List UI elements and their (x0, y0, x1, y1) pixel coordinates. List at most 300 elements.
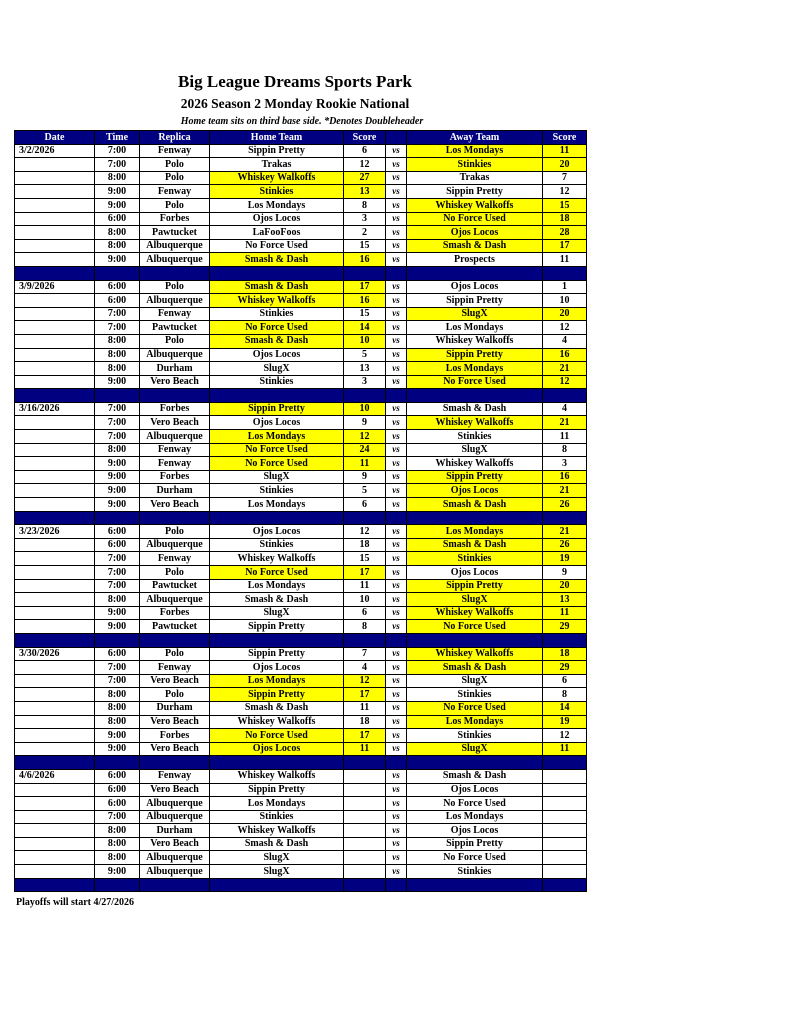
table-row (15, 729, 587, 743)
vs-label: vs (386, 362, 407, 376)
vs-label: vs (386, 647, 407, 661)
home-team: Sippin Pretty (210, 402, 344, 416)
home-score: 14 (344, 321, 386, 335)
game-replica: Albuquerque (140, 239, 210, 253)
table-row (15, 566, 587, 580)
home-team: Stinkies (210, 185, 344, 199)
away-team: Los Mondays (407, 144, 543, 158)
home-score: 12 (344, 158, 386, 172)
table-row (15, 239, 587, 253)
away-team: SlugX (407, 307, 543, 321)
separator-cell (15, 633, 95, 647)
home-team: Los Mondays (210, 498, 344, 512)
separator-cell (210, 878, 344, 892)
game-date (15, 416, 95, 430)
game-replica: Polo (140, 688, 210, 702)
game-date (15, 797, 95, 811)
game-time: 9:00 (95, 253, 140, 267)
home-score: 17 (344, 729, 386, 743)
home-team: Ojos Locos (210, 525, 344, 539)
game-date: 4/6/2026 (15, 769, 95, 783)
game-replica: Albuquerque (140, 253, 210, 267)
game-time: 8:00 (95, 443, 140, 457)
away-score: 29 (543, 620, 587, 634)
away-score: 7 (543, 171, 587, 185)
table-row (15, 198, 587, 212)
table-row (15, 824, 587, 838)
away-team: Sippin Pretty (407, 294, 543, 308)
away-score (543, 865, 587, 879)
vs-label: vs (386, 185, 407, 199)
game-time: 7:00 (95, 158, 140, 172)
game-replica: Forbes (140, 470, 210, 484)
away-score: 19 (543, 715, 587, 729)
game-time: 8:00 (95, 226, 140, 240)
away-score: 1 (543, 280, 587, 294)
home-score (344, 851, 386, 865)
home-team: No Force Used (210, 321, 344, 335)
header-time: Time (95, 131, 140, 145)
away-team: Los Mondays (407, 321, 543, 335)
away-score (543, 797, 587, 811)
game-time: 8:00 (95, 824, 140, 838)
game-replica: Pawtucket (140, 620, 210, 634)
separator-cell (344, 389, 386, 403)
home-team: Stinkies (210, 307, 344, 321)
away-team: Whiskey Walkoffs (407, 606, 543, 620)
vs-label: vs (386, 620, 407, 634)
game-date (15, 538, 95, 552)
away-team: Stinkies (407, 552, 543, 566)
table-row (15, 375, 587, 389)
table-row (15, 715, 587, 729)
home-score: 17 (344, 566, 386, 580)
away-score: 29 (543, 661, 587, 675)
game-date (15, 552, 95, 566)
separator-cell (210, 511, 344, 525)
game-time: 7:00 (95, 416, 140, 430)
game-date (15, 294, 95, 308)
vs-label: vs (386, 348, 407, 362)
game-time: 9:00 (95, 620, 140, 634)
game-replica: Durham (140, 701, 210, 715)
away-team: Los Mondays (407, 810, 543, 824)
game-date (15, 375, 95, 389)
away-team: Los Mondays (407, 525, 543, 539)
game-time: 7:00 (95, 321, 140, 335)
table-row (15, 158, 587, 172)
vs-label: vs (386, 837, 407, 851)
away-score: 11 (543, 253, 587, 267)
game-replica: Vero Beach (140, 416, 210, 430)
vs-label: vs (386, 198, 407, 212)
away-team: SlugX (407, 593, 543, 607)
home-score: 18 (344, 715, 386, 729)
game-date (15, 837, 95, 851)
away-score: 12 (543, 185, 587, 199)
separator-cell (543, 511, 587, 525)
separator-cell (15, 389, 95, 403)
game-replica: Forbes (140, 212, 210, 226)
schedule-note: Home team sits on third base side. *Denotes Doubleheader (180, 116, 424, 127)
home-score: 18 (344, 538, 386, 552)
away-team: Whiskey Walkoffs (407, 457, 543, 471)
away-team: Los Mondays (407, 715, 543, 729)
separator-cell (386, 511, 407, 525)
home-score: 11 (344, 457, 386, 471)
game-time: 8:00 (95, 851, 140, 865)
home-team: Stinkies (210, 538, 344, 552)
page-subtitle: 2026 Season 2 Monday Rookie National (180, 96, 410, 111)
home-score: 5 (344, 348, 386, 362)
game-time: 6:00 (95, 538, 140, 552)
separator-cell (386, 633, 407, 647)
game-time: 6:00 (95, 647, 140, 661)
game-replica: Fenway (140, 443, 210, 457)
separator-cell (140, 756, 210, 770)
vs-label: vs (386, 701, 407, 715)
home-team: SlugX (210, 606, 344, 620)
separator-cell (95, 633, 140, 647)
game-date (15, 484, 95, 498)
away-team: Stinkies (407, 865, 543, 879)
vs-label: vs (386, 742, 407, 756)
away-team: Sippin Pretty (407, 348, 543, 362)
vs-label: vs (386, 470, 407, 484)
table-row (15, 851, 587, 865)
away-score: 14 (543, 701, 587, 715)
game-date (15, 593, 95, 607)
away-score (543, 783, 587, 797)
game-time: 9:00 (95, 498, 140, 512)
home-team: Sippin Pretty (210, 647, 344, 661)
home-score: 16 (344, 294, 386, 308)
away-team: Ojos Locos (407, 484, 543, 498)
game-time: 7:00 (95, 661, 140, 675)
home-score: 17 (344, 688, 386, 702)
away-team: No Force Used (407, 620, 543, 634)
game-replica: Polo (140, 171, 210, 185)
home-team: Smash & Dash (210, 837, 344, 851)
away-team: Sippin Pretty (407, 470, 543, 484)
home-score: 2 (344, 226, 386, 240)
game-replica: Fenway (140, 307, 210, 321)
table-row (15, 226, 587, 240)
vs-label: vs (386, 865, 407, 879)
away-team: Smash & Dash (407, 239, 543, 253)
game-replica: Polo (140, 280, 210, 294)
away-score: 20 (543, 158, 587, 172)
vs-label: vs (386, 294, 407, 308)
game-date: 3/23/2026 (15, 525, 95, 539)
game-time: 9:00 (95, 484, 140, 498)
home-team: Whiskey Walkoffs (210, 715, 344, 729)
footer-note: Playoffs will start 4/27/2026 (16, 897, 135, 908)
home-team: SlugX (210, 362, 344, 376)
away-score: 20 (543, 579, 587, 593)
table-row (15, 294, 587, 308)
away-team: Smash & Dash (407, 538, 543, 552)
away-team: SlugX (407, 674, 543, 688)
game-replica: Pawtucket (140, 321, 210, 335)
game-replica: Forbes (140, 402, 210, 416)
header-date: Date (15, 131, 95, 145)
game-date (15, 579, 95, 593)
table-row (15, 334, 587, 348)
game-date (15, 729, 95, 743)
game-date (15, 688, 95, 702)
away-team: Stinkies (407, 688, 543, 702)
table-row (15, 688, 587, 702)
table-row (15, 837, 587, 851)
home-team: Sippin Pretty (210, 688, 344, 702)
game-time: 7:00 (95, 810, 140, 824)
home-team: Los Mondays (210, 797, 344, 811)
home-team: No Force Used (210, 566, 344, 580)
away-team: No Force Used (407, 797, 543, 811)
game-time: 6:00 (95, 280, 140, 294)
separator-cell (543, 389, 587, 403)
home-team: Smash & Dash (210, 253, 344, 267)
vs-label: vs (386, 729, 407, 743)
game-date (15, 239, 95, 253)
home-score: 9 (344, 470, 386, 484)
vs-label: vs (386, 334, 407, 348)
vs-label: vs (386, 457, 407, 471)
game-time: 9:00 (95, 185, 140, 199)
game-time: 8:00 (95, 837, 140, 851)
vs-label: vs (386, 674, 407, 688)
away-score: 6 (543, 674, 587, 688)
away-team: Ojos Locos (407, 783, 543, 797)
home-score: 11 (344, 742, 386, 756)
home-score: 13 (344, 362, 386, 376)
game-date: 3/30/2026 (15, 647, 95, 661)
away-score: 26 (543, 538, 587, 552)
separator-cell (140, 633, 210, 647)
game-date (15, 253, 95, 267)
game-replica: Albuquerque (140, 538, 210, 552)
home-score (344, 865, 386, 879)
vs-label: vs (386, 280, 407, 294)
away-score: 26 (543, 498, 587, 512)
home-score: 10 (344, 334, 386, 348)
vs-label: vs (386, 443, 407, 457)
home-score: 12 (344, 525, 386, 539)
game-replica: Vero Beach (140, 742, 210, 756)
page-title: Big League Dreams Sports Park (178, 72, 412, 91)
table-row (15, 484, 587, 498)
game-date (15, 348, 95, 362)
away-score: 8 (543, 688, 587, 702)
game-replica: Vero Beach (140, 498, 210, 512)
table-row (15, 865, 587, 879)
home-score: 13 (344, 185, 386, 199)
home-team: Ojos Locos (210, 348, 344, 362)
away-team: Los Mondays (407, 362, 543, 376)
home-team: Ojos Locos (210, 742, 344, 756)
game-date (15, 457, 95, 471)
away-score: 12 (543, 375, 587, 389)
home-team: No Force Used (210, 457, 344, 471)
home-score: 6 (344, 498, 386, 512)
table-row (15, 416, 587, 430)
home-team: No Force Used (210, 239, 344, 253)
home-team: Trakas (210, 158, 344, 172)
week-separator (15, 756, 587, 770)
week-separator (15, 266, 587, 280)
game-time: 8:00 (95, 239, 140, 253)
schedule-table (14, 130, 587, 892)
table-row (15, 579, 587, 593)
vs-label: vs (386, 606, 407, 620)
away-score: 11 (543, 430, 587, 444)
header-vs (386, 131, 407, 145)
game-time: 7:00 (95, 307, 140, 321)
away-score (543, 837, 587, 851)
game-replica: Vero Beach (140, 837, 210, 851)
game-time: 6:00 (95, 797, 140, 811)
home-score: 12 (344, 430, 386, 444)
home-team: Whiskey Walkoffs (210, 769, 344, 783)
separator-cell (344, 266, 386, 280)
home-team: Stinkies (210, 810, 344, 824)
away-score: 18 (543, 212, 587, 226)
separator-cell (344, 633, 386, 647)
home-team: Ojos Locos (210, 212, 344, 226)
vs-label: vs (386, 593, 407, 607)
table-row (15, 253, 587, 267)
game-time: 7:00 (95, 430, 140, 444)
separator-cell (210, 633, 344, 647)
table-row (15, 769, 587, 783)
game-time: 8:00 (95, 688, 140, 702)
game-date (15, 443, 95, 457)
game-time: 6:00 (95, 769, 140, 783)
game-time: 6:00 (95, 212, 140, 226)
game-date (15, 661, 95, 675)
separator-cell (407, 633, 543, 647)
away-score: 16 (543, 470, 587, 484)
home-score: 6 (344, 606, 386, 620)
week-separator (15, 878, 587, 892)
home-team: Whiskey Walkoffs (210, 171, 344, 185)
home-score: 3 (344, 212, 386, 226)
home-score: 12 (344, 674, 386, 688)
game-time: 8:00 (95, 593, 140, 607)
home-score: 5 (344, 484, 386, 498)
week-separator (15, 389, 587, 403)
away-team: Sippin Pretty (407, 837, 543, 851)
vs-label: vs (386, 253, 407, 267)
away-team: No Force Used (407, 701, 543, 715)
home-team: Stinkies (210, 484, 344, 498)
game-date (15, 566, 95, 580)
vs-label: vs (386, 430, 407, 444)
separator-cell (140, 266, 210, 280)
game-time: 7:00 (95, 402, 140, 416)
table-row (15, 498, 587, 512)
game-time: 8:00 (95, 701, 140, 715)
away-team: No Force Used (407, 212, 543, 226)
game-time: 7:00 (95, 579, 140, 593)
vs-label: vs (386, 566, 407, 580)
game-date (15, 321, 95, 335)
vs-label: vs (386, 402, 407, 416)
game-replica: Polo (140, 525, 210, 539)
table-row (15, 661, 587, 675)
game-date (15, 470, 95, 484)
home-score: 3 (344, 375, 386, 389)
game-replica: Polo (140, 647, 210, 661)
game-date (15, 334, 95, 348)
home-team: Whiskey Walkoffs (210, 824, 344, 838)
game-date (15, 742, 95, 756)
table-row (15, 457, 587, 471)
away-team: SlugX (407, 742, 543, 756)
home-team: No Force Used (210, 729, 344, 743)
game-date (15, 212, 95, 226)
separator-cell (386, 266, 407, 280)
game-time: 9:00 (95, 198, 140, 212)
game-replica: Albuquerque (140, 294, 210, 308)
away-score: 11 (543, 606, 587, 620)
game-date (15, 307, 95, 321)
separator-cell (15, 756, 95, 770)
away-score: 16 (543, 348, 587, 362)
vs-label: vs (386, 538, 407, 552)
game-date (15, 824, 95, 838)
home-score: 15 (344, 552, 386, 566)
separator-cell (15, 878, 95, 892)
game-replica: Vero Beach (140, 783, 210, 797)
week-separator (15, 511, 587, 525)
separator-cell (344, 756, 386, 770)
away-score: 4 (543, 402, 587, 416)
game-replica: Forbes (140, 729, 210, 743)
table-row (15, 674, 587, 688)
game-replica: Vero Beach (140, 715, 210, 729)
game-time: 9:00 (95, 729, 140, 743)
game-date (15, 810, 95, 824)
table-row (15, 525, 587, 539)
separator-cell (95, 511, 140, 525)
week-separator (15, 633, 587, 647)
home-team: Smash & Dash (210, 593, 344, 607)
game-replica: Albuquerque (140, 430, 210, 444)
away-score (543, 824, 587, 838)
game-date (15, 865, 95, 879)
table-row (15, 797, 587, 811)
away-team: Smash & Dash (407, 661, 543, 675)
home-team: Sippin Pretty (210, 620, 344, 634)
home-score: 24 (344, 443, 386, 457)
table-row (15, 212, 587, 226)
table-row (15, 783, 587, 797)
separator-cell (210, 756, 344, 770)
table-row (15, 701, 587, 715)
home-score: 10 (344, 402, 386, 416)
game-time: 8:00 (95, 715, 140, 729)
home-score (344, 837, 386, 851)
table-row (15, 606, 587, 620)
game-replica: Vero Beach (140, 375, 210, 389)
away-team: Trakas (407, 171, 543, 185)
home-score: 17 (344, 280, 386, 294)
away-score: 21 (543, 416, 587, 430)
home-team: Smash & Dash (210, 334, 344, 348)
game-time: 6:00 (95, 783, 140, 797)
